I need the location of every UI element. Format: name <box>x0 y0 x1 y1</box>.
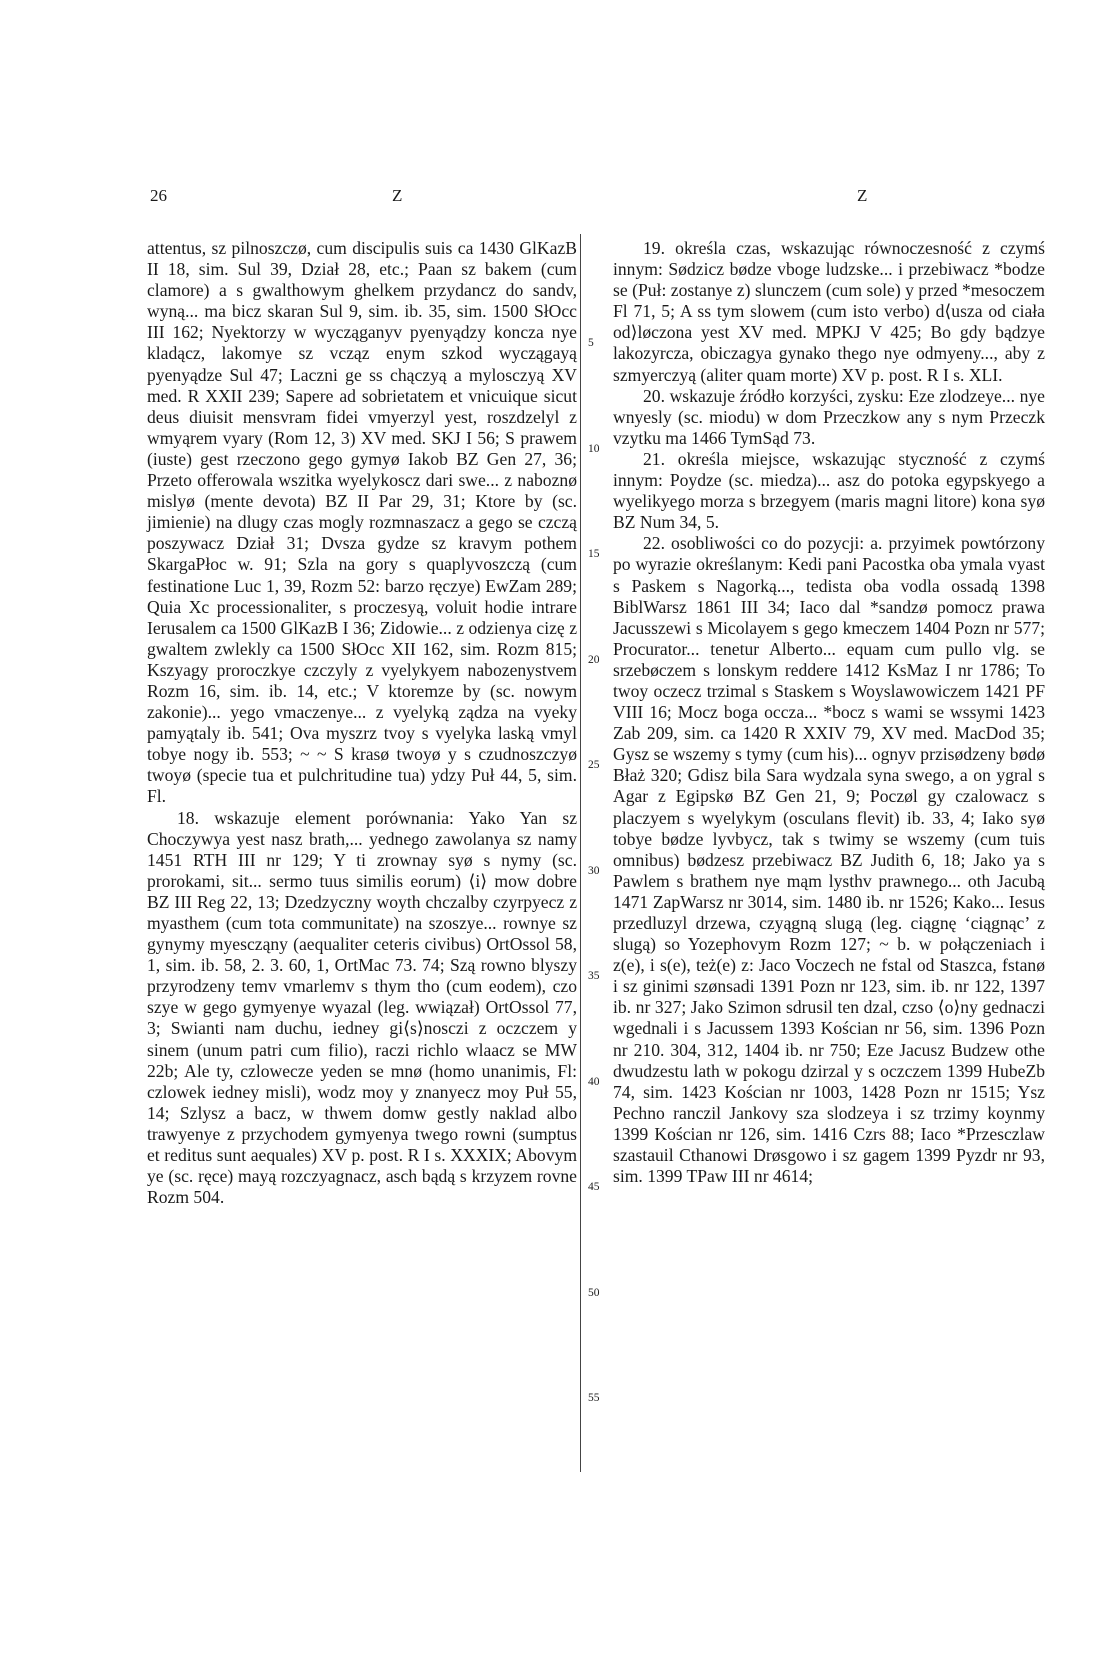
line-number: 5 <box>588 337 594 349</box>
left-column <box>147 238 577 1208</box>
line-number: 25 <box>588 759 600 771</box>
running-head-right: Z <box>857 186 868 205</box>
page-number: 26 <box>150 186 167 205</box>
line-number: 20 <box>588 654 600 666</box>
entry-paragraph: 22. osobliwości co do pozycji: a. przyimek powtórzony po wyrazie określanym: Kedi pani Pacostka oba ymala vyast s Paskem s Nagorką..., tedista oba vodla ossadą 1398 BiblWarsz 1861 III 34; Iaco dal *sandzø pomocz prawa Jacusszewi s Micolayem s gego kmeczem 1404 Pozn nr 577; Procurator... tenetur Alberto... equam cum pullo vlg. se srzebøczem s lonskym reddere 1412 KsMaz I nr 1786; To twoy oczecz trzimal s Staskem s Woyslawowiczem 1421 PF VIII 16; Mocz boga occza... *bocz s wami se wssymi 1423 Zab 209, sim. ca 1420 R XXIV 79, XV med. MacDod 35; Gysz se wszemy s tymy (cum his)... ognyv przisødzeny bødø Błaż 320; Gdisz bila Sara wydzala syna swego, a on ygral s Agar z Egipskø BZ Gen 21, 9; Poczøl gy czalowacz s placzyem s wyelykym (osculans flevit) ib. 33, 4; Iako syø tobye bødze lyvbycz, tak s twimy se wszemy (cum tuis omnibus) bødzesz przebiwacz BZ Judith 6, 18; Jako ya s Pawlem s brathem nye mąm lysthv prawnego... oth Jacubą 1471 ZapWarsz nr 3014, sim. 1480 ib. nr 1526; Kako... Iesus przedluzyl drzewa, czyągną slugą (leg. ciągnę ‘ciągnąc’ z slugą) so Yozephovym Rozm 127; ~ b. w połączeniach i z(e), i s(e), też(e) z: Jaco Voczech ne fstal od Staszca, fstanø i sz ginimi szønsadi 1391 Pozn nr 123, sim. ib. nr 122, 1397 ib. nr 327; Jako Szimon sdrusil ten dzal, czso ⟨o⟩ny gednaczi wgednali i s Jacussem 1393 Kościan nr 56, sim. 1396 Pozn nr 210. 304, 312, 1404 ib. nr 750; Eze Jacusz Budzew othe dwudzestu lath w pokogu dzirzal y s oczczem 1399 HubeZb 74, sim. 1423 Kościan nr 1003, 1428 Pozn nr 1515; Ysz Pechno ranczil Jankovy sza slodzeya i sz trzimy koynmy 1399 Kościan nr 126, sim. 1416 Czrs 88; Iaco *Przesczlaw szastauil Cthanowi Drøsgowo i sz gagem 1399 Pyzdr nr 93, sim. 1399 TPaw III nr 4614; <box>613 533 1045 1187</box>
entry-paragraph: 19. określa czas, wskazując równoczesność z czymś innym: Sødzicz bødze vboge ludzske... i przebiwacz *bodze se (Puł: zostanye z) slunczem (cum sole) y przed *mesoczem Fl 71, 5; A ss tym slowem (cum isto verbo) d⟨usza od ciała od⟩løczona yest XV med. MPKJ V 425; Bo gdy bądzye lakozyrcza, obiczagya gynako thego nye odmyeny..., aby z szmyerczyą (aliter quam morte) XV p. post. R I s. XLI. <box>613 238 1045 385</box>
line-number: 15 <box>588 548 600 560</box>
running-head-left: Z <box>392 186 403 205</box>
entry-paragraph: 20. wskazuje źródło korzyści, zysku: Eze zlodzeye... nye wnyesly (sc. miodu) w dom Przeczkow any s nym Przeczk vzytku ma 1466 TymSąd 73. <box>613 385 1045 448</box>
right-column <box>613 238 1045 1187</box>
line-number: 55 <box>588 1392 600 1404</box>
line-number: 10 <box>588 443 600 455</box>
column-divider <box>580 234 581 1472</box>
line-number: 30 <box>588 865 600 877</box>
entry-paragraph: attentus, sz pilnoszczø, cum discipulis suis ca 1430 GlKazB II 18, sim. Sul 39, Dział 28, etc.; Paan sz bakem (cum clamore) a s gwalthowym ghelkem przydancz do sandv, wyną... ma bicz skaran Sul 9, sim. ib. 35, sim. 1500 SłOcc III 162; Nyektorzy w wycząganyv pyenyądzy koncza nye kladącz, lakomye sz vcząz enym szkod wyczągayą pyenyądze Sul 47; Laczni ge ss chączyą a mylosczyą XV med. R XXII 239; Sapere ad sobrietatem et vnicuique sicut deus diuisit mensvram fidei vmyerzyl yest, roszdzelyl z wmyąrem vyary (Rom 12, 3) XV med. SKJ I 56; S prawem (iuste) gest rzeczono gego gymyø Iakob BZ Gen 27, 36; Przeto offerowala wszitka wyelykoscz dari swe... z naboznø mislyø (mente devota) BZ II Par 29, 31; Ktore by (sc. jimienie) na dlugy czas mogly rozmnaszacz a gego se czczą poszywacz Dział 31; Dvsza gydze sz kravym pothem SkargaPłoc w. 91; Szla na gory s quaplyvoszczą (cum festinatione Luc 1, 39, Rozm 52: barzo ręczye) EwZam 289; Quia Xc processionaliter, s proczesyą, voluit hodie intrare Ierusalem ca 1500 GlKazB I 36; Zidowie... z odzienya cizę z gwaltem zwlekly ca 1500 SłOcc XII 162, sim. Rozm 815; Kszyagy proroczkye czczyly z vyelykyem nabozenystvem Rozm 16, sim. ib. 14, etc.; V ktoremze by (sc. nowym zakonie)... yego vmaczenye... z vyelyką ządza na vyeky pamyątaly ib. 541; Ova myszrz tvoy s vyelyka laską vmyl tobye nogy ib. 553; ~ ~ S krasø twoyø y s czudnoszczyø twoyø (specie tua et pulchritudine tua) ydzy Puł 44, 5, sim. Fl. <box>147 238 577 807</box>
line-number: 45 <box>588 1181 600 1193</box>
line-number: 35 <box>588 970 600 982</box>
entry-paragraph: 21. określa miejsce, wskazując styczność z czymś innym: Poydze (sc. miedza)... asz do potoka egypskyego a wyelikyego morza s brzegyem (maris magni litore) kona syø BZ Num 34, 5. <box>613 448 1045 533</box>
line-number: 40 <box>588 1076 600 1088</box>
line-number: 50 <box>588 1287 600 1299</box>
entry-paragraph: 18. wskazuje element porównania: Yako Yan sz Choczywya yest nasz brath,... yednego zawolanya sz namy 1451 RTH III nr 129; Y ti zrownay syø s nymy (sc. prorokami, sit... sermo tuus similis eorum) ⟨i⟩ mow dobre BZ III Reg 22, 13; Dzedzyczny woyth chczalby czyrpyecz z myasthem (cum tota communitate) na szoszye... rownye sz gynymy myescząny (aequaliter ceteris civibus) OrtOssol 58, 1, sim. ib. 58, 2. 3. 60, 1, OrtMac 73. 74; Szą rowno blyszy przyrodzeny temv vmarlemv s thym tho (cum eodem), czo szye w gego gymyenye wyazal (leg. wwiązał) OrtOssol 77, 3; Swianti nam duchu, iedney gi⟨s⟩nosczi z oczczem y sinem (unum patri cum filio), raczi richlo wlaacz se MW 22b; Ale ty, czlowecze yeden se mnø (homo unanimis, Fl: czlowek iedney misli), wodz moy y znanyecz moy Puł 55, 14; Szlysz a bacz, w thwem domw gestly naklad albo trawyenye z przychodem gymyenya twego rowni (sumptus et reditus sunt aequales) XV p. post. R I s. XXXIX; Abovym ye (sc. ręce) mayą rozczyagnacz, asch bądą s krzyzem rovne Rozm 504. <box>147 807 577 1208</box>
